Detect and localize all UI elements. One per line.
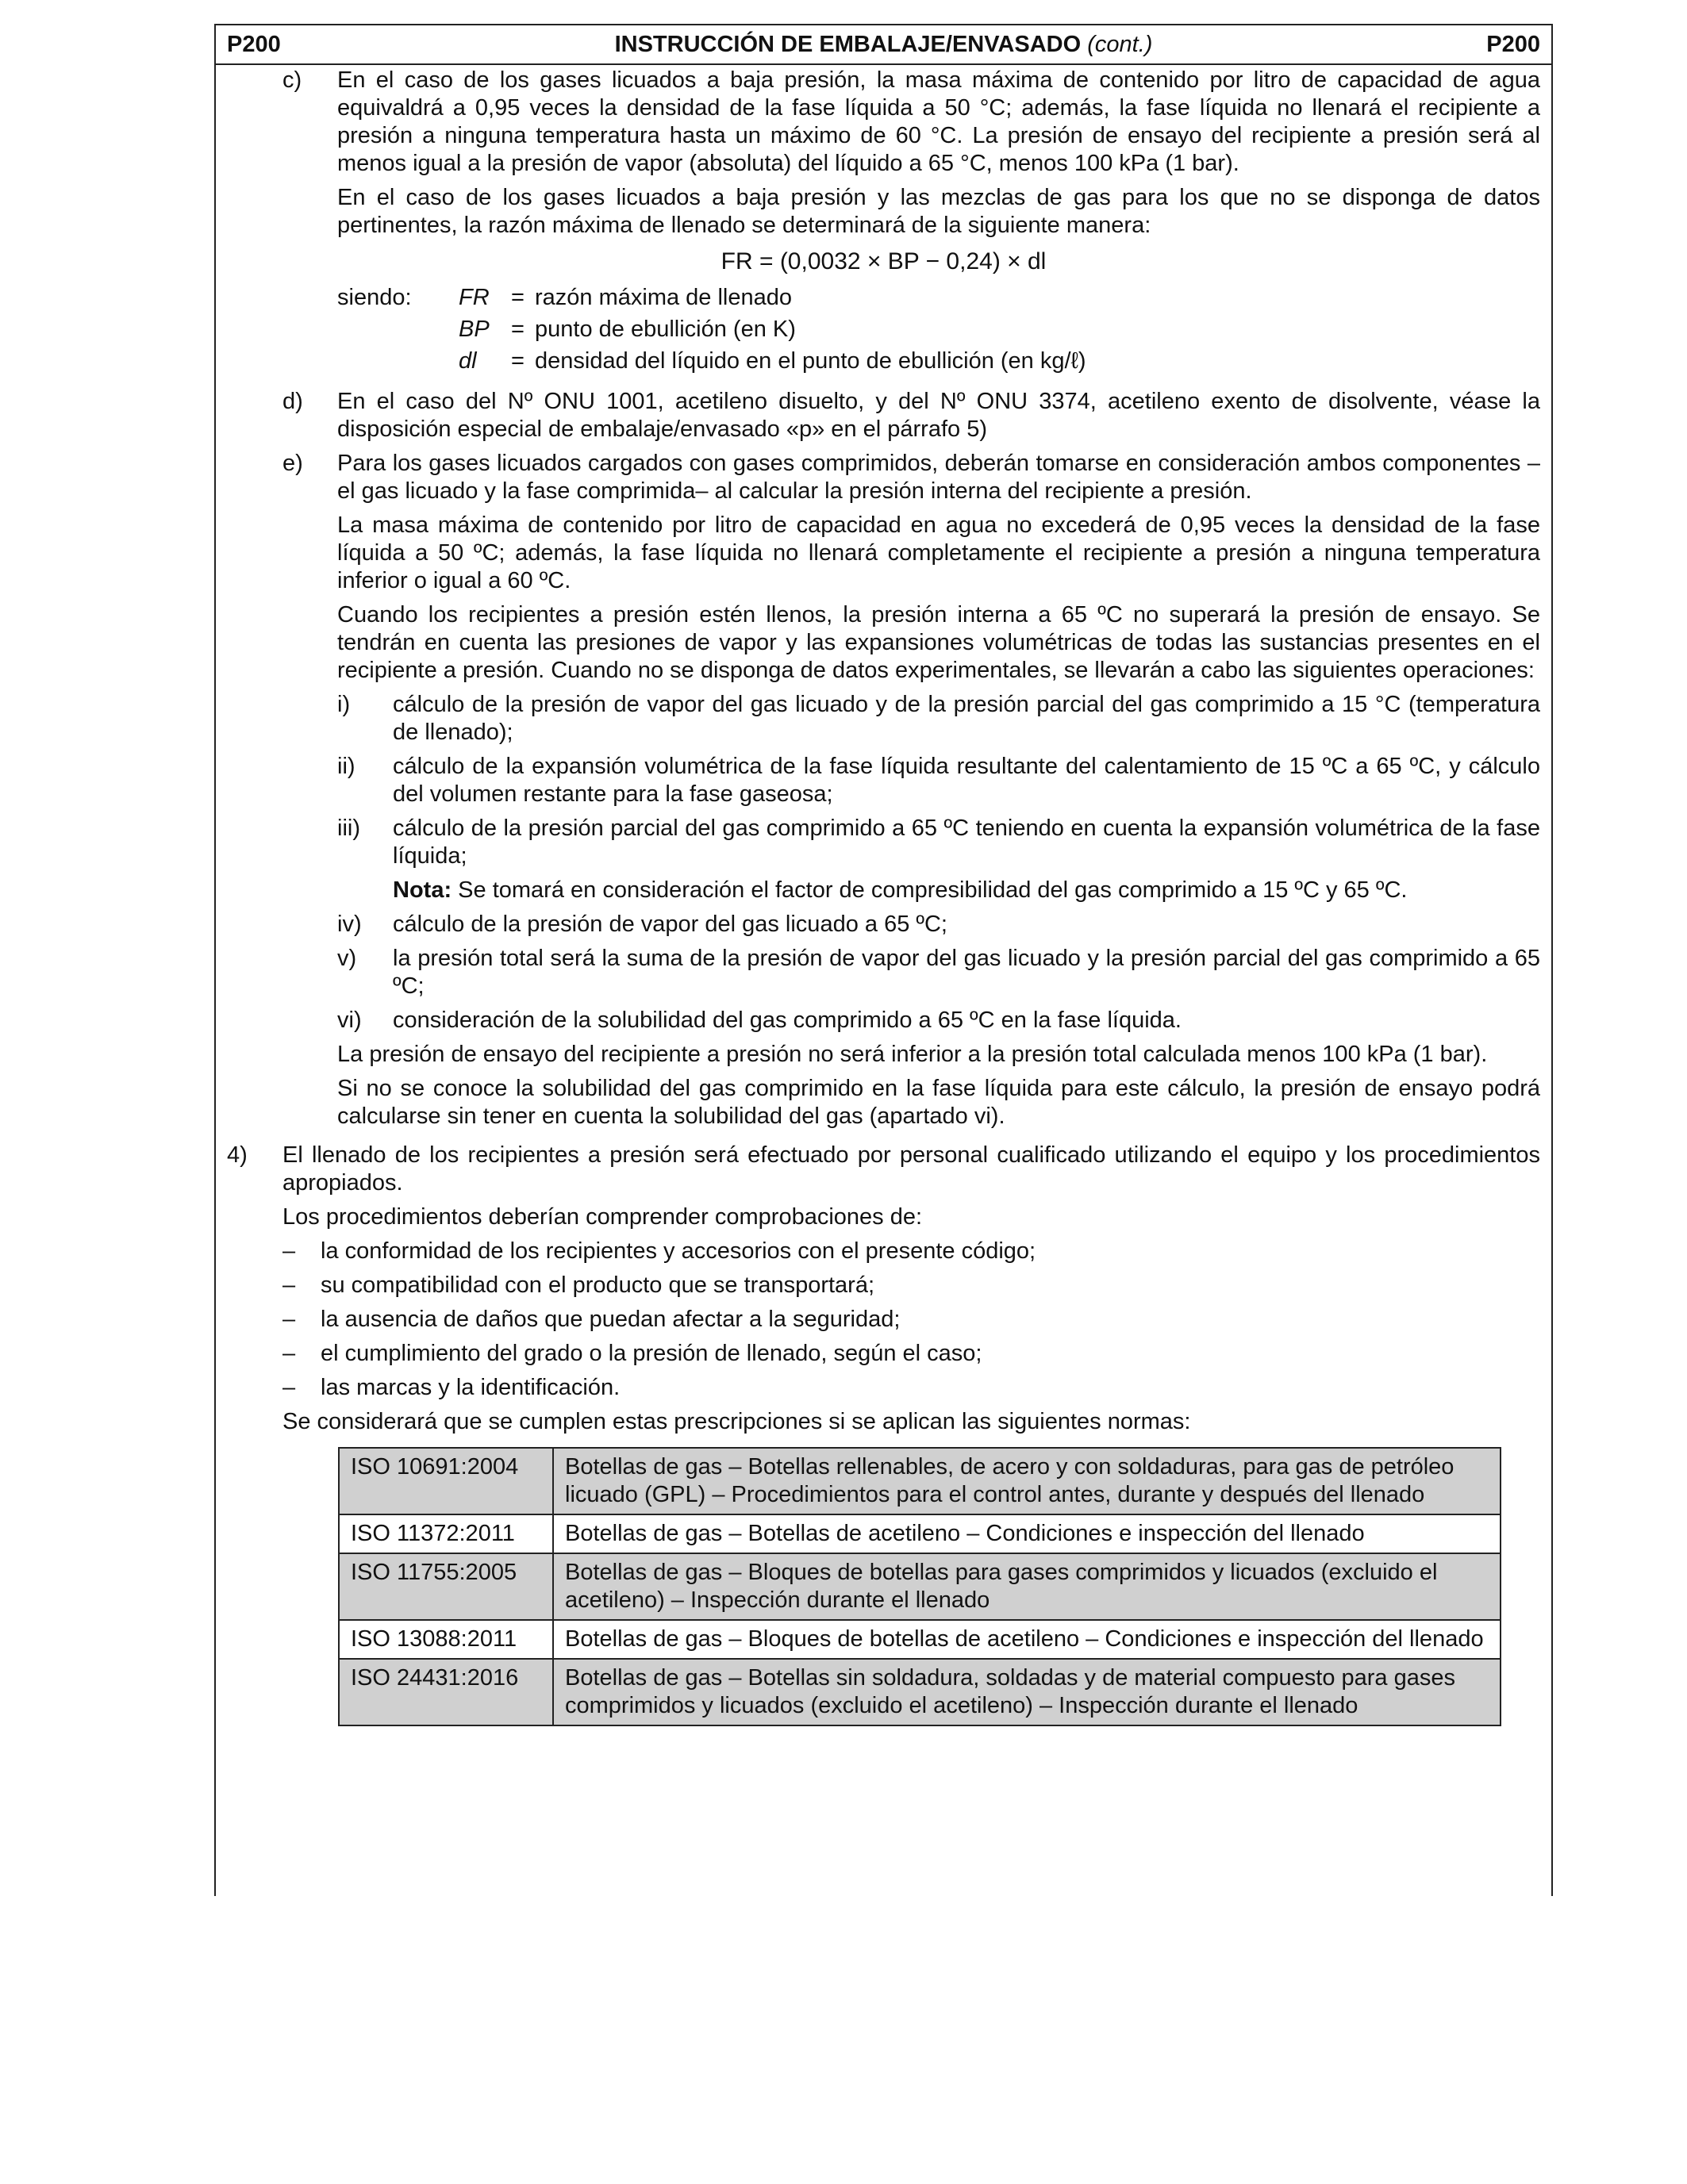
sub-item xyxy=(337,945,1540,1000)
norm-title: Botellas de gas – Botellas sin soldadura, soldadas y de material compuesto para gases comprimidos y licuados (excluido el acetileno) – Inspección durante el llenado xyxy=(553,1659,1501,1725)
header-title xyxy=(216,25,1551,63)
paragraph: Cuando los recipientes a presión estén llenos, la presión interna a 65 ºC no superará la presión de ensayo. Se tendrán en cuenta las presiones de vapor y las expansiones volumétricas de todas las sustancias presentes en el recipiente a presión. Cuando no se disponga de datos experimentales, se llevarán a cabo las siguientes operaciones: xyxy=(337,602,1540,683)
dash-text: la conformidad de los recipientes y accesorios con el presente código; xyxy=(321,1238,1036,1264)
paragraph: Para los gases licuados cargados con gases comprimidos, deberán tomarse en consideración ambos componentes –el gas licuado y la fase comprimida– al calcular la presión interna del recipiente a presión. xyxy=(337,451,1540,504)
norms-table xyxy=(338,1447,1501,1726)
definition-row xyxy=(337,345,1551,377)
paragraph: Se considerará que se cumplen estas prescripciones si se aplican las siguientes normas: xyxy=(282,1409,1191,1434)
header-title-text: INSTRUCCIÓN DE EMBALAJE/ENVASADO xyxy=(614,32,1082,57)
definition-text: razón máxima de llenado xyxy=(535,284,793,310)
symbol: FR xyxy=(459,284,490,310)
definition-text: densidad del líquido en el punto de ebullición (en kg/ℓ) xyxy=(535,347,1086,374)
norm-title: Botellas de gas – Bloques de botellas de acetileno – Condiciones e inspección del llenado xyxy=(553,1620,1501,1659)
section-c xyxy=(216,67,1551,377)
section-label: d) xyxy=(282,389,303,414)
header-code-left: P200 xyxy=(227,32,281,57)
norm-code: ISO 11372:2011 xyxy=(339,1514,553,1553)
dash-marker: – xyxy=(282,1341,296,1366)
sub-text: cálculo de la expansión volumétrica de la fase líquida resultante del calentamiento de 15 ºC a 65 ºC, y cálculo del volumen restante para la fase gaseosa; xyxy=(393,754,1540,807)
sub-text: consideración de la solubilidad del gas comprimido a 65 ºC en la fase líquida. xyxy=(393,1008,1182,1033)
section-e xyxy=(216,450,1551,1130)
paragraph: Si no se conoce la solubilidad del gas comprimido en la fase líquida para este cálculo, la presión de ensayo podrá calcularse sin tener en cuenta la solubilidad del gas (apartado vi). xyxy=(337,1076,1540,1129)
dash-marker: – xyxy=(282,1272,296,1298)
table-row xyxy=(339,1514,1501,1553)
note-text: Se tomará en consideración el factor de compresibilidad del gas comprimido a 15 ºC y 65 ºC. xyxy=(458,877,1408,903)
sub-label: vi) xyxy=(337,1008,362,1033)
dash-text: su compatibilidad con el producto que se transportará; xyxy=(321,1272,875,1298)
table-row xyxy=(339,1620,1501,1659)
paragraph: En el caso de los gases licuados a baja presión y las mezclas de gas para los que no se disponga de datos pertinentes, la razón máxima de llenado se determinará de la siguiente manera: xyxy=(337,185,1540,238)
paragraph: Los procedimientos deberían comprender comprobaciones de: xyxy=(282,1204,923,1230)
dash-text: las marcas y la identificación. xyxy=(321,1375,621,1400)
definition-list xyxy=(337,282,1551,377)
norm-code: ISO 24431:2016 xyxy=(339,1659,553,1725)
norm-code: ISO 10691:2004 xyxy=(339,1448,553,1514)
paragraph: La presión de ensayo del recipiente a presión no será inferior a la presión total calculada menos 100 kPa (1 bar). xyxy=(337,1042,1488,1067)
norm-code: ISO 11755:2005 xyxy=(339,1553,553,1620)
sub-text: la presión total será la suma de la presión de vapor del gas licuado y la presión parcial del gas comprimido a 65 ºC; xyxy=(393,946,1540,999)
paragraph: La masa máxima de contenido por litro de capacidad en agua no excederá de 0,95 veces la densidad de la fase líquida a 50 ºC; además, la fase líquida no llenará completamente el recipiente a presión a ninguna temperatura inferior o igual a 60 ºC. xyxy=(337,512,1540,593)
sub-label: iii) xyxy=(337,816,360,841)
definition-row xyxy=(337,282,1551,313)
note xyxy=(393,877,1540,904)
table-row xyxy=(339,1659,1501,1725)
paragraph: El llenado de los recipientes a presión será efectuado por personal cualificado utilizando el equipo y los procedimientos apropiados. xyxy=(282,1142,1540,1196)
sub-label: v) xyxy=(337,946,357,971)
instruction-body xyxy=(216,67,1551,1718)
table-row xyxy=(339,1448,1501,1514)
dash-text: el cumplimiento del grado o la presión de llenado, según el caso; xyxy=(321,1341,982,1366)
paragraph: En el caso de los gases licuados a baja presión, la masa máxima de contenido por litro de capacidad de agua equivaldrá a 0,95 veces la densidad de la fase líquida a 50 °C; además, la fase líquida no llenará el recipiente a presión a ninguna temperatura hasta un máximo de 60 °C. La presión de ensayo del recipiente a presión será al menos igual a la presión de vapor (absoluta) del líquido a 65 °C, menos 100 kPa (1 bar). xyxy=(337,67,1540,176)
instruction-header xyxy=(216,25,1551,65)
sub-item xyxy=(337,1007,1540,1034)
sub-label: ii) xyxy=(337,754,355,779)
sub-text: cálculo de la presión de vapor del gas licuado y de la presión parcial del gas comprimido a 15 °C (temperatura de llenado); xyxy=(393,692,1540,745)
formula: FR = (0,0032 × BP − 0,24) × dl xyxy=(721,248,1047,274)
section-4 xyxy=(216,1142,1551,1436)
header-title-suffix: (cont.) xyxy=(1087,32,1153,57)
dash-marker: – xyxy=(282,1375,296,1400)
sub-label: i) xyxy=(337,692,351,717)
dash-item xyxy=(282,1238,1540,1265)
sub-text: cálculo de la presión de vapor del gas licuado a 65 ºC; xyxy=(393,912,947,937)
dash-marker: – xyxy=(282,1307,296,1332)
symbol: dl xyxy=(459,347,477,374)
norm-title: Botellas de gas – Bloques de botellas para gases comprimidos y licuados (excluido el acetileno) – Inspección durante el llenado xyxy=(553,1553,1501,1620)
sub-item xyxy=(337,815,1540,870)
table-row xyxy=(339,1553,1501,1620)
equals: = xyxy=(511,316,525,342)
sub-item xyxy=(337,753,1540,808)
norm-title: Botellas de gas – Botellas rellenables, de acero y con soldaduras, para gas de petróleo licuado (GPL) – Procedimientos para el control antes, durante y después del llenado xyxy=(553,1448,1501,1514)
norm-code: ISO 13088:2011 xyxy=(339,1620,553,1659)
where-label: siendo: xyxy=(337,284,412,310)
section-label: e) xyxy=(282,451,303,476)
sub-label: iv) xyxy=(337,912,362,937)
section-d xyxy=(216,388,1551,443)
definition-row xyxy=(337,313,1551,345)
dash-item xyxy=(282,1340,1540,1368)
dash-marker: – xyxy=(282,1238,296,1264)
instruction-frame xyxy=(214,24,1553,1896)
symbol: BP xyxy=(459,316,490,342)
note-label: Nota: xyxy=(393,877,452,903)
dash-item xyxy=(282,1306,1540,1334)
sub-text: cálculo de la presión parcial del gas comprimido a 65 ºC teniendo en cuenta la expansión volumétrica de la fase líquida; xyxy=(393,816,1540,869)
header-code-right: P200 xyxy=(1486,32,1540,57)
dash-item xyxy=(282,1272,1540,1299)
paragraph: En el caso del Nº ONU 1001, acetileno disuelto, y del Nº ONU 3374, acetileno exento de disolvente, véase la disposición especial de embalaje/envasado «p» en el párrafo 5) xyxy=(337,389,1540,442)
definition-text: punto de ebullición (en K) xyxy=(535,316,796,342)
equals: = xyxy=(511,347,525,374)
norm-title: Botellas de gas – Botellas de acetileno – Condiciones e inspección del llenado xyxy=(553,1514,1501,1553)
equals: = xyxy=(511,284,525,310)
dash-item xyxy=(282,1374,1540,1402)
section-label: c) xyxy=(282,67,302,93)
dash-text: la ausencia de daños que puedan afectar a la seguridad; xyxy=(321,1307,901,1332)
section-label: 4) xyxy=(227,1142,248,1168)
sub-item xyxy=(337,691,1540,747)
sub-item xyxy=(337,911,1540,938)
